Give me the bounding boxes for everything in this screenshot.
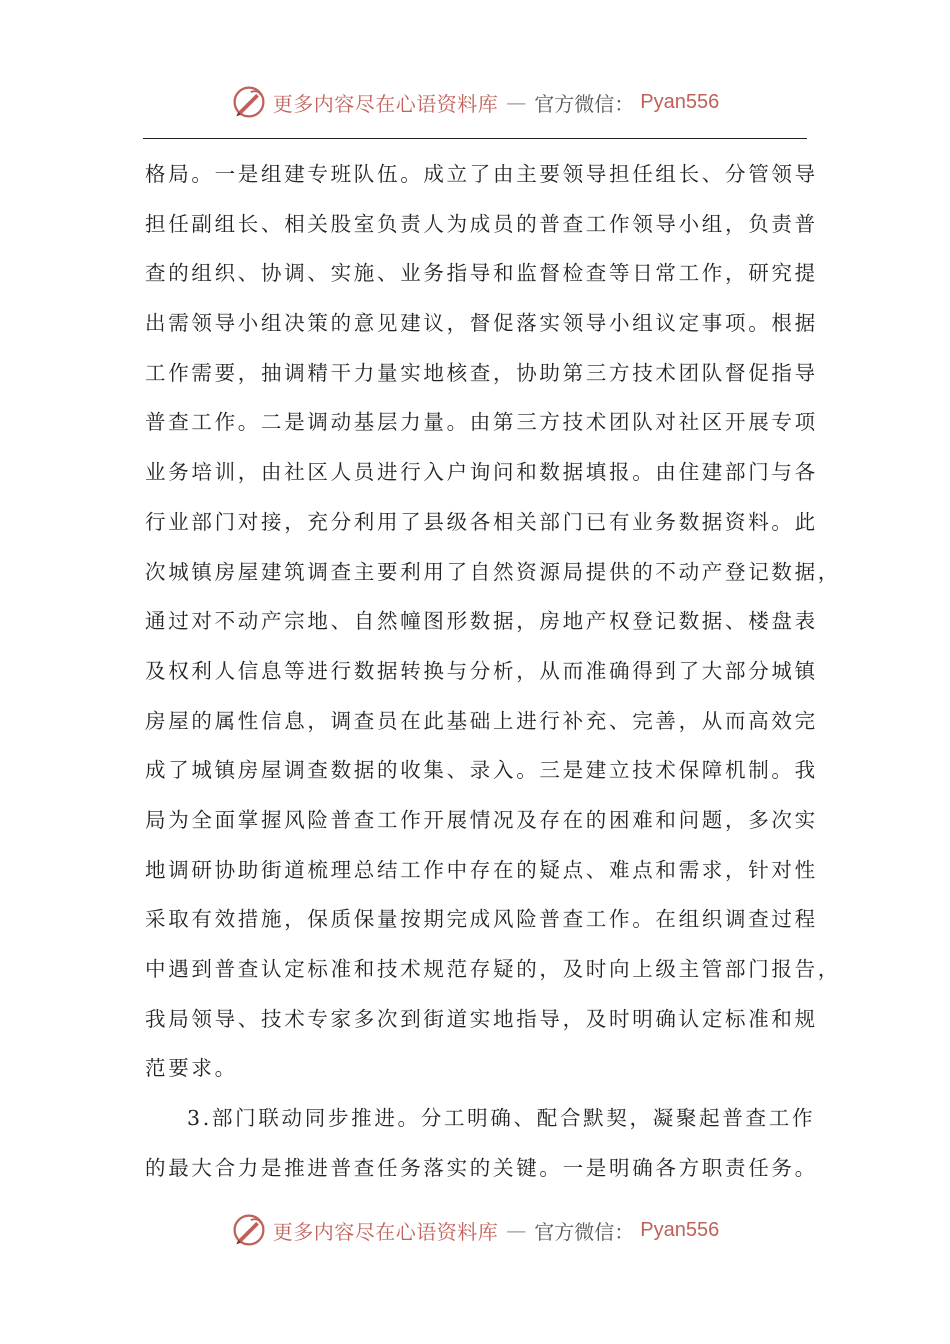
text-line: 及权利人信息等进行数据转换与分析，从而准确得到了大部分城镇	[145, 658, 818, 683]
header-banner-text: 更多内容尽在心语资料库	[272, 91, 499, 116]
header-banner	[0, 80, 950, 124]
text-line: 业务培训，由社区人员进行入户询问和数据填报。由住建部门与各	[145, 460, 818, 485]
section-heading-line: 3.部门联动同步推进。分工明确、配合默契，凝聚起普查工作	[187, 1106, 816, 1131]
text-line: 的最大合力是推进普查任务落实的关键。一是明确各方职责任务。	[145, 1155, 818, 1180]
text-line: 地调研协助街道梳理总结工作中存在的疑点、难点和需求，针对性	[145, 857, 818, 882]
text-line: 查的组织、协调、实施、业务指导和监督检查等日常工作，研究提	[145, 261, 818, 286]
text-line: 成了城镇房屋调查数据的收集、录入。三是建立技术保障机制。我	[145, 758, 818, 783]
text-line: 格局。一是组建专班队伍。成立了由主要领导担任组长、分管领导	[145, 162, 818, 186]
footer-banner-text: 更多内容尽在心语资料库	[272, 1219, 499, 1244]
header-banner-separator: —	[506, 90, 527, 114]
text-line: 普查工作。二是调动基层力量。由第三方技术团队对社区开展专项	[145, 410, 818, 435]
header-wechat-id: Pyan556	[640, 90, 720, 113]
footer-wechat-id: Pyan556	[640, 1218, 720, 1241]
text-line: 中遇到普查认定标准和技术规范存疑的，及时向上级主管部门报告，	[145, 957, 841, 981]
text-line: 范要求。	[145, 1056, 238, 1081]
text-line: 局为全面掌握风险普查工作开展情况及存在的困难和问题，多次实	[145, 807, 818, 832]
document-body	[145, 150, 841, 1193]
text-line: 通过对不动产宗地、自然幢图形数据，房地产权登记数据、楼盘表	[145, 609, 818, 634]
header-wechat-label: 官方微信：	[534, 91, 635, 116]
pen-logo-icon	[231, 84, 267, 120]
text-line: 采取有效措施，保质保量按期完成风险普查工作。在组织调查过程	[145, 907, 818, 932]
text-line: 房屋的属性信息，调查员在此基础上进行补充、完善，从而高效完	[145, 708, 818, 733]
text-line: 行业部门对接，充分利用了县级各相关部门已有业务数据资料。此	[145, 509, 818, 534]
footer-wechat-label: 官方微信：	[534, 1219, 635, 1244]
text-line: 次城镇房屋建筑调查主要利用了自然资源局提供的不动产登记数据，	[145, 559, 841, 584]
text-line: 我局领导、技术专家多次到街道实地指导，及时明确认定标准和规	[145, 1006, 818, 1031]
header-divider	[143, 138, 807, 139]
text-line: 工作需要，抽调精干力量实地核查，协助第三方技术团队督促指导	[145, 360, 818, 385]
text-line: 担任副组长、相关股室负责人为成员的普查工作领导小组，负责普	[145, 211, 818, 236]
text-line: 出需领导小组决策的意见建议，督促落实领导小组议定事项。根据	[145, 311, 818, 336]
footer-banner	[0, 1208, 950, 1252]
footer-banner-separator: —	[506, 1218, 527, 1242]
pen-logo-icon	[231, 1212, 267, 1248]
